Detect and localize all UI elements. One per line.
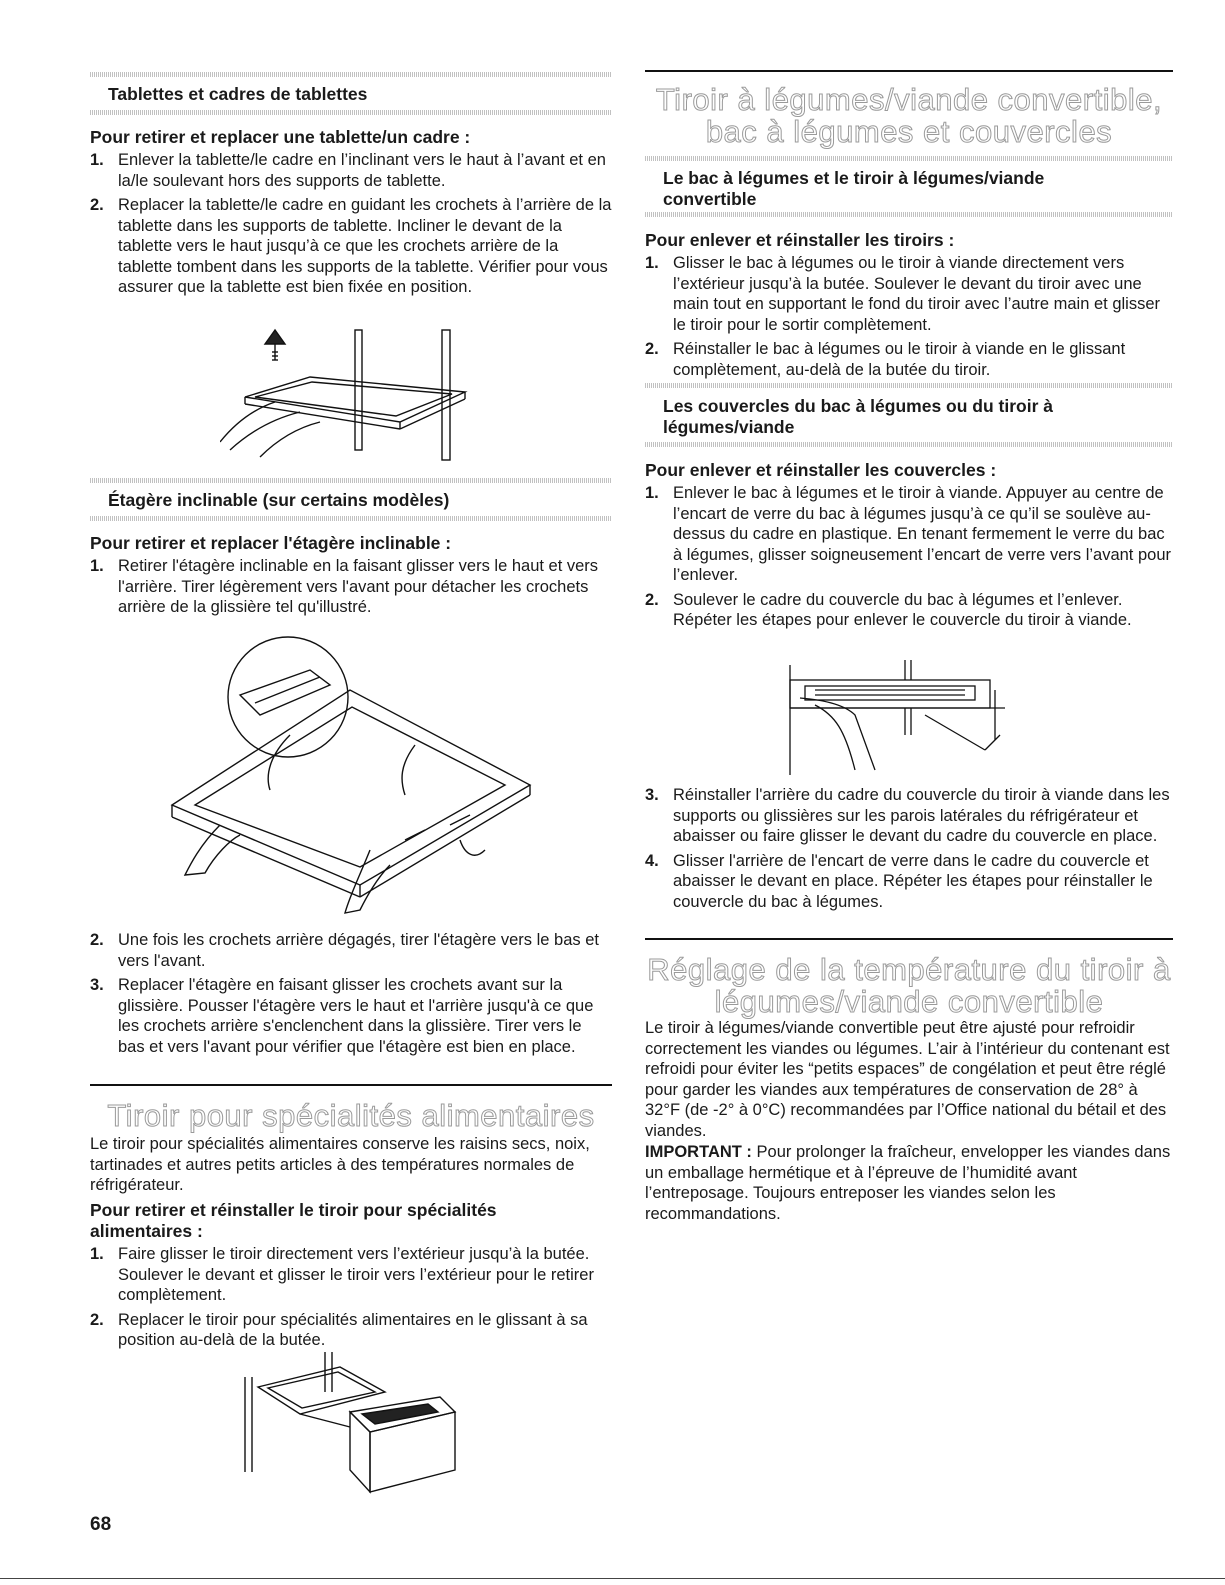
crisper-cover-illustration xyxy=(785,660,1015,780)
covers-heading: Pour enlever et réinstaller les couvercles : xyxy=(645,460,997,480)
dotted-divider xyxy=(90,478,612,483)
list-item: 2. Soulever le cadre du couvercle du bac à légumes et l’enlever. Répéter les étapes pour enlever le couvercle du tiroir à viande. xyxy=(645,590,1132,629)
temp-title-line2: légumes/viande convertible xyxy=(714,984,1104,1019)
section-divider xyxy=(645,70,1173,72)
list-item: 3. Réinstaller l'arrière du cadre du couvercle du tiroir à viande dans les supports ou glissières sur les parois latérales du réfrigérateur et abaisser ou faire glisser le devant du cadre du couvercle en place. xyxy=(645,786,1170,845)
crisper-title-line1: Tiroir à légumes/viande convertible, xyxy=(655,82,1163,117)
shelves-title: Tablettes et cadres de tablettes xyxy=(108,84,368,104)
dotted-divider xyxy=(645,156,1173,161)
temp-title-line1: Réglage de la température du tiroir à xyxy=(647,952,1171,987)
tilt-shelf-heading: Pour retirer et replacer l'étagère inclinable : xyxy=(90,533,452,553)
dotted-divider xyxy=(645,212,1173,217)
page-number: 68 xyxy=(90,1514,112,1535)
drawers-heading: Pour enlever et réinstaller les tiroirs : xyxy=(645,230,955,250)
covers-steps-2 xyxy=(645,785,1173,916)
tilt-shelf-title: Étagère inclinable (sur certains modèles) xyxy=(108,490,450,510)
list-item: 1. Enlever la tablette/le cadre en l’inclinant vers le haut à l’avant et en la/le soulevant hors des supports de tablette. xyxy=(90,151,606,190)
list-item: 1. Faire glisser le tiroir directement vers l’extérieur jusqu’à la butée. Soulever le devant et glisser le tiroir vers l’extérieur pour le retirer complètement. xyxy=(90,1245,594,1304)
specialty-drawer-illustration xyxy=(240,1352,460,1502)
specialty-drawer-title: Tiroir pour spécialités alimentaires xyxy=(107,1098,595,1133)
crisper-title-line2: bac à légumes et couvercles xyxy=(705,114,1113,149)
tilt-shelf-steps-1 xyxy=(90,556,612,622)
crisper-subheading: Le bac à légumes et le tiroir à légumes/viande convertible xyxy=(663,168,1045,209)
dotted-divider xyxy=(90,110,612,115)
list-item: 3. Replacer l'étagère en faisant glisser les crochets avant sur la glissière. Pousser l'étagère vers le haut et l'arrière jusqu'à ce que les crochets arrière s'enclenchent dans la glissière. Tirer vers le bas et vers l'avant pour vérifier que l'étagère est bien en place. xyxy=(90,976,594,1056)
tilt-shelf-steps-2 xyxy=(90,930,612,1061)
list-item: 2. Replacer le tiroir pour spécialités alimentaires en le glissant à sa position au-delà de la butée. xyxy=(90,1310,588,1349)
shelf-illustration xyxy=(220,322,480,462)
dotted-divider xyxy=(645,442,1173,447)
list-item: 1. Glisser le bac à légumes ou le tiroir à viande directement vers l’extérieur jusqu’à la butée. Soulever le devant du tiroir avec une main tout en supportant le fond du tiroir avec l’autre main et glisser le tiroir pour le sortir complètement. xyxy=(645,254,1161,334)
specialty-heading: Pour retirer et réinstaller le tiroir pour spécialités alimentaires : xyxy=(90,1200,497,1241)
important-label: IMPORTANT : xyxy=(645,1143,752,1161)
section-divider xyxy=(90,1084,612,1086)
list-item: 1. Enlever le bac à légumes et le tiroir à viande. Appuyer au centre de l’encart de verre du bac à légumes jusqu’à ce qu’il se soulève au-dessus du cadre en plastique. En tenant fermement le verre du bac à légumes, glisser soigneusement l’encart de verre vers l’avant pour l’enlever. xyxy=(645,484,1171,584)
shelves-heading: Pour retirer et replacer une tablette/un cadre : xyxy=(90,127,471,147)
important-note xyxy=(645,1142,1173,1224)
important-text: Pour prolonger la fraîcheur, envelopper les viandes dans un emballage hermétique et à l’épreuve de l’humidité avant l’entreposage. Toujours entreposer les viandes selon les recommandations. xyxy=(645,1143,1171,1223)
shelves-steps xyxy=(90,150,612,302)
temp-paragraph: Le tiroir à légumes/viande convertible peut être ajusté pour refroidir correctement les viandes ou légumes. L’air à l’intérieur du contenant est refroidi pour éviter les “petits espaces” de congélation et peut être réglé pour garder les viandes aux températures de conservation de 28° à 32°F (de -2° à 0°C) recommandées par l’Office national du bétail et des viandes. xyxy=(645,1019,1170,1140)
dotted-divider xyxy=(90,72,612,77)
dotted-divider xyxy=(645,383,1173,388)
list-item: 1. Retirer l'étagère inclinable en la faisant glisser vers le haut et vers l'arrière. Tirer légèrement vers l'avant pour détacher les crochets arrière de la glissière tel qu'illustré. xyxy=(90,557,599,616)
dotted-divider xyxy=(90,516,612,521)
list-item: 4. Glisser l'arrière de l'encart de verre dans le cadre du couvercle et abaisser le devant en place. Répéter les étapes pour réinstaller le couvercle du bac à légumes. xyxy=(645,851,1153,911)
list-item: 2. Une fois les crochets arrière dégagés, tirer l'étagère vers le bas et vers l'avant. xyxy=(90,931,599,970)
covers-steps-1 xyxy=(645,483,1173,635)
specialty-steps xyxy=(90,1244,612,1355)
covers-subheading: Les couvercles du bac à légumes ou du tiroir à légumes/viande xyxy=(663,396,1053,437)
list-item: 2. Réinstaller le bac à légumes ou le tiroir à viande en le glissant complètement, au-delà de la butée du tiroir. xyxy=(645,340,1126,379)
drawers-steps xyxy=(645,253,1173,384)
list-item: 2. Replacer la tablette/le cadre en guidant les crochets à l’arrière de la tablette dans les supports de tablette. Incliner le devant de la tablette vers le haut jusqu’à ce que les crochets arrière de la tablette tombent dans les supports de la tablette. Vérifier pour vous assurer que la tablette est bien fixée en position. xyxy=(90,196,612,296)
page-bottom-line xyxy=(0,1578,1225,1579)
tilt-shelf-illustration xyxy=(160,635,540,920)
specialty-intro: Le tiroir pour spécialités alimentaires conserve les raisins secs, noix, tartinades et autres petits articles à des températures normales de réfrigérateur. xyxy=(90,1135,590,1194)
section-divider xyxy=(645,938,1173,940)
